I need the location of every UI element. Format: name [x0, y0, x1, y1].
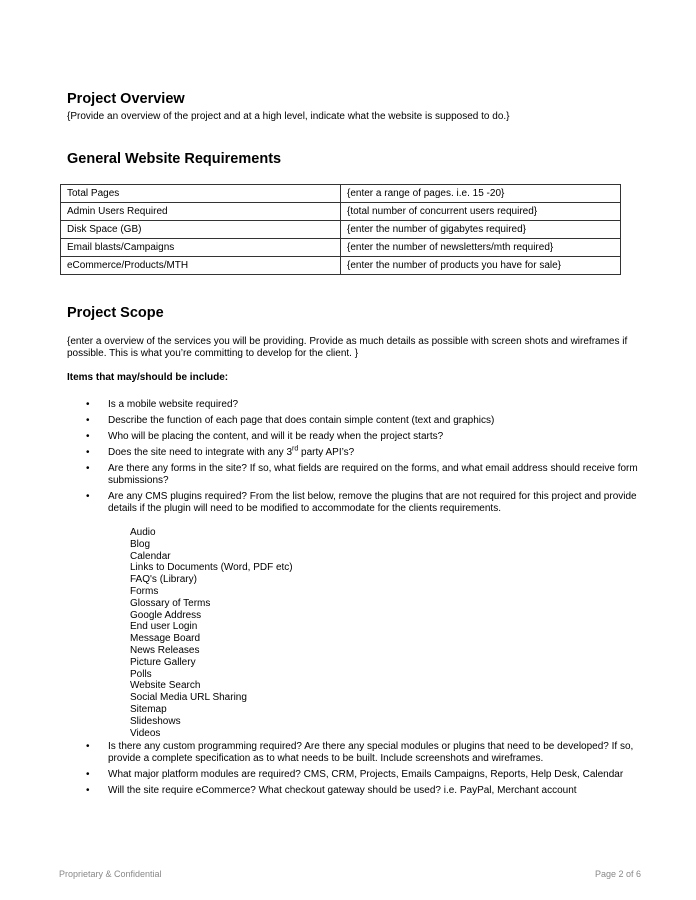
plugin-item: Picture Gallery: [130, 656, 196, 668]
plugin-item: Message Board: [130, 633, 201, 645]
requirement-label: Email blasts/Campaigns: [61, 239, 341, 257]
list-item: • Describe the function of each page that does contain simple content (text and graphics): [86, 415, 495, 426]
plugin-item: End user Login: [130, 621, 198, 633]
plugin-item: Videos: [130, 727, 161, 739]
requirements-table: [60, 184, 621, 275]
plugin-item: Forms: [130, 585, 159, 597]
plugin-item: Website Search: [130, 680, 201, 692]
requirement-label: Disk Space (GB): [61, 221, 341, 239]
list-item: • Who will be placing the content, and will it be ready when the project starts?: [86, 431, 444, 442]
scope-items-list-2: [86, 741, 638, 797]
plugin-item: Sitemap: [130, 703, 167, 715]
bullet-icon: •: [86, 399, 90, 410]
requirement-value: {total number of concurrent users required}: [341, 203, 621, 221]
plugin-item: Calendar: [130, 550, 171, 562]
bullet-icon: •: [86, 785, 90, 796]
table-row: [61, 257, 621, 275]
plugin-item: FAQ's (Library): [130, 574, 197, 586]
bullet-icon: •: [86, 447, 90, 458]
overview-heading: Project Overview: [67, 91, 185, 107]
bullet-icon: •: [86, 431, 90, 442]
plugin-item: Slideshows: [130, 715, 181, 727]
list-item: • Will the site require eCommerce? What checkout gateway should be used? i.e. PayPal, Merchant account: [86, 785, 577, 796]
requirement-label: Total Pages: [61, 185, 341, 203]
bullet-icon: •: [86, 463, 90, 474]
bullet-icon: •: [86, 741, 90, 752]
overview-text: {Provide an overview of the project and at a high level, indicate what the website is supposed to do.}: [67, 111, 510, 122]
items-heading: Items that may/should be include:: [67, 372, 229, 383]
bullet-icon: •: [86, 415, 90, 426]
requirements-heading: General Website Requirements: [67, 151, 282, 167]
plugin-item: Audio: [130, 527, 156, 538]
list-item: • Are any CMS plugins required? From the list below, remove the plugins that are not required for this project and provide details if the plugin will need to be modified to accommodate for the clients requirements. Audio Blog Calendar Links to Documents (Word, PDF etc) FAQ's (Library) Forms Glossary of Terms Google Address End user Login Message Board News Releases Picture Gallery Polls Website Search Social Media URL Sharing Sitemap Slideshows Videos: [86, 491, 637, 739]
requirement-value: {enter the number of gigabytes required}: [341, 221, 621, 239]
plugin-list: [108, 527, 638, 739]
table-row: [61, 185, 621, 203]
table-row: [61, 203, 621, 221]
plugin-item: Blog: [130, 538, 151, 550]
list-item: • Are there any forms in the site? If so, what fields are required on the forms, and what email address should receive form submissions?: [86, 463, 638, 486]
plugin-item: Links to Documents (Word, PDF etc): [130, 562, 293, 574]
requirement-label: eCommerce/Products/MTH: [61, 257, 341, 275]
footer-page-number: Page 2 of 6: [594, 869, 641, 879]
plugin-item: Glossary of Terms: [130, 597, 211, 609]
requirement-value: {enter the number of products you have for sale}: [341, 257, 621, 275]
requirement-label: Admin Users Required: [61, 203, 341, 221]
requirement-value: {enter a range of pages. i.e. 15 -20}: [341, 185, 621, 203]
plugin-item: News Releases: [130, 644, 200, 656]
list-item: • What major platform modules are required? CMS, CRM, Projects, Emails Campaigns, Reports, Help Desk, Calendar: [86, 769, 624, 780]
plugin-item: Google Address: [130, 609, 202, 621]
scope-heading: Project Scope: [67, 305, 164, 321]
requirement-value: {enter the number of newsletters/mth required}: [341, 239, 621, 257]
footer-confidential: Proprietary & Confidential: [59, 869, 162, 879]
list-item: • Is a mobile website required?: [86, 399, 239, 410]
plugin-item: Social Media URL Sharing: [130, 692, 247, 704]
list-item: • Is there any custom programming required? Are there any special modules or plugins that need to be developed? If so, provide a complete specification as to what needs to be built. Include screenshots and wireframes.: [86, 741, 634, 764]
scope-items-list: [86, 399, 638, 739]
scope-text: {enter a overview of the services you will be providing. Provide as much details as possible with screen shots and wireframes if possible. This is what you’re committing to develop for the client. }: [67, 336, 628, 359]
plugin-item: Polls: [130, 668, 152, 680]
bullet-icon: •: [86, 491, 90, 502]
table-row: [61, 239, 621, 257]
bullet-icon: •: [86, 769, 90, 780]
table-row: [61, 221, 621, 239]
list-item: • Does the site need to integrate with any 3rd party API’s?: [86, 445, 355, 458]
